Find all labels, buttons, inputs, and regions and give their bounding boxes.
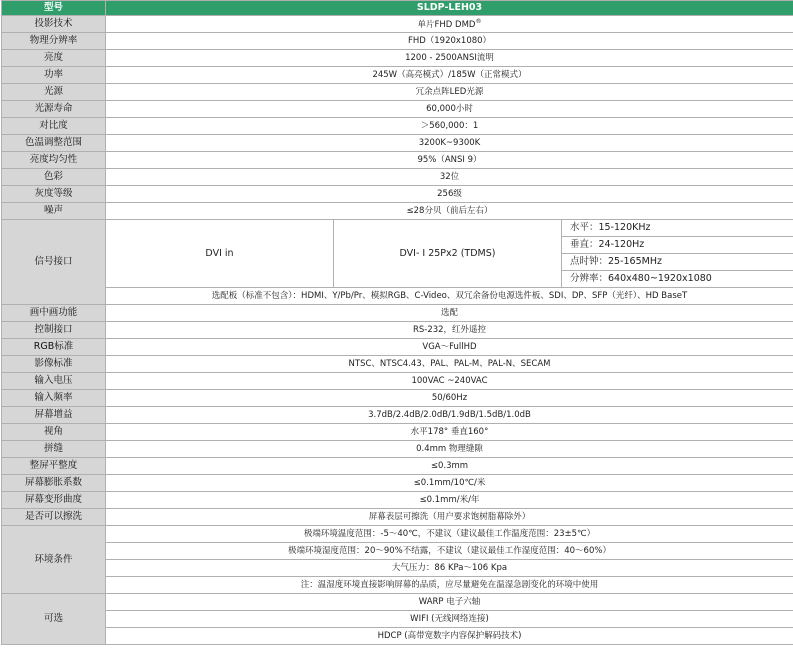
- env-row: [2, 560, 793, 577]
- env-label: 环境条件: [2, 526, 106, 594]
- table-row: [2, 407, 793, 424]
- table-row: [2, 118, 793, 135]
- row-value: 50/60Hz: [106, 390, 793, 407]
- env-item: 极端环境温度范围：-5～40℃，不建议（建议最佳工作温度范围：23±5℃）: [106, 526, 793, 543]
- row-label: 灰度等级: [2, 186, 106, 203]
- signal-spec: 水平：15-120KHz: [562, 220, 793, 237]
- optional-item: WARP 电子六轴: [106, 594, 793, 611]
- row-label: 对比度: [2, 118, 106, 135]
- table-row: [2, 475, 793, 492]
- table-row: [2, 101, 793, 118]
- row-label: 输入频率: [2, 390, 106, 407]
- env-row: [2, 577, 793, 594]
- row-value: ≤0.3mm: [106, 458, 793, 475]
- row-label: 投影技术: [2, 16, 106, 33]
- row-value: 256级: [106, 186, 793, 203]
- table-row: [2, 135, 793, 152]
- row-value: ≤0.1mm/米/年: [106, 492, 793, 509]
- row-label: 色温调整范围: [2, 135, 106, 152]
- table-row: [2, 322, 793, 339]
- row-label: 控制接口: [2, 322, 106, 339]
- row-label: 屏幕变形曲度: [2, 492, 106, 509]
- row-label: 画中画功能: [2, 305, 106, 322]
- row-value: [106, 16, 793, 33]
- row-label: 光源寿命: [2, 101, 106, 118]
- table-row: [2, 203, 793, 220]
- row-value: 3.7dB/2.4dB/2.0dB/1.9dB/1.5dB/1.0dB: [106, 407, 793, 424]
- signal-spec: 分辨率：640x480~1920x1080: [562, 271, 793, 288]
- table-row: [2, 305, 793, 322]
- row-value: 屏幕表层可擦洗（用户要求饱树脂幕除外）: [106, 509, 793, 526]
- row-value: ≤28分贝（前后左右）: [106, 203, 793, 220]
- table-row: [2, 84, 793, 101]
- header-model-label: 型号: [2, 1, 106, 16]
- row-value: ＞560,000：1: [106, 118, 793, 135]
- row-label: 是否可以擦洗: [2, 509, 106, 526]
- header-row: [2, 1, 793, 16]
- optional-row: [2, 611, 793, 628]
- optional-row: [2, 628, 793, 645]
- table-row: [2, 424, 793, 441]
- row-label: 屏幕膨胀系数: [2, 475, 106, 492]
- registered-mark: ®: [475, 17, 482, 25]
- row-value: 0.4mm 物理缝隙: [106, 441, 793, 458]
- spec-table: [1, 0, 793, 645]
- row-value: 100VAC ~240VAC: [106, 373, 793, 390]
- table-row: [2, 169, 793, 186]
- signal-row: [2, 288, 793, 305]
- row-value: VGA～FullHD: [106, 339, 793, 356]
- env-row: [2, 526, 793, 543]
- row-label: 亮度均匀性: [2, 152, 106, 169]
- row-value: 60,000小时: [106, 101, 793, 118]
- table-row: [2, 152, 793, 169]
- row-value: ≤0.1mm/10℃/米: [106, 475, 793, 492]
- row-label: 影像标准: [2, 356, 106, 373]
- table-row: [2, 509, 793, 526]
- signal-spec: 点时钟：25-165MHz: [562, 254, 793, 271]
- table-row: [2, 373, 793, 390]
- table-row: [2, 390, 793, 407]
- row-value: 水平178° 垂直160°: [106, 424, 793, 441]
- row-value: 32位: [106, 169, 793, 186]
- row-value: 1200 - 2500ANSI流明: [106, 50, 793, 67]
- table-row: [2, 33, 793, 50]
- row-label: 物理分辨率: [2, 33, 106, 50]
- signal-option-note: 选配板（标准不包含）：HDMI、Y/Pb/Pr、模拟RGB、C-Video、双冗余备份电源选件板、SDI、DP、SFP（光纤）、HD BaseT: [106, 288, 793, 305]
- table-row: [2, 186, 793, 203]
- row-value: 95%（ANSI 9）: [106, 152, 793, 169]
- signal-label: 信号接口: [2, 220, 106, 305]
- table-row: [2, 441, 793, 458]
- row-value: FHD（1920x1080）: [106, 33, 793, 50]
- table-row: [2, 458, 793, 475]
- env-item: 注：温湿度环境直接影响屏幕的品质，应尽量避免在温湿急剧变化的环境中使用: [106, 577, 793, 594]
- dvi-in: DVI in: [106, 220, 334, 288]
- row-label: 拼缝: [2, 441, 106, 458]
- row-label: 屏幕增益: [2, 407, 106, 424]
- row-label: 整屏平整度: [2, 458, 106, 475]
- dvi-type: DVI- I 25Px2 (TDMS): [334, 220, 562, 288]
- row-value: 245W（高亮模式）/185W（正常模式）: [106, 67, 793, 84]
- table-row: [2, 50, 793, 67]
- row-label: 噪声: [2, 203, 106, 220]
- table-row: [2, 67, 793, 84]
- row-label: 亮度: [2, 50, 106, 67]
- row-value-text: 单片FHD DMD: [417, 19, 476, 30]
- row-value: 冗余点阵LED光源: [106, 84, 793, 101]
- row-label: 视角: [2, 424, 106, 441]
- row-label: 光源: [2, 84, 106, 101]
- row-value: RS-232，红外遥控: [106, 322, 793, 339]
- row-label: 功率: [2, 67, 106, 84]
- table-row: [2, 356, 793, 373]
- row-label: 输入电压: [2, 373, 106, 390]
- optional-row: [2, 594, 793, 611]
- header-model-value: SLDP-LEH03: [106, 1, 793, 16]
- env-row: [2, 543, 793, 560]
- env-item: 极端环境湿度范围：20～90%不结露，不建议（建议最佳工作湿度范围：40～60%）: [106, 543, 793, 560]
- table-row: [2, 492, 793, 509]
- table-row: [2, 339, 793, 356]
- row-value: NTSC、NTSC4.43、PAL、PAL-M、PAL-N、SECAM: [106, 356, 793, 373]
- optional-item: WIFI (无线网络连接): [106, 611, 793, 628]
- optional-label: 可选: [2, 594, 106, 645]
- row-label: 色彩: [2, 169, 106, 186]
- signal-spec: 垂直：24-120Hz: [562, 237, 793, 254]
- signal-row: [2, 220, 793, 237]
- row-label: RGB标准: [2, 339, 106, 356]
- row-value: 3200K~9300K: [106, 135, 793, 152]
- table-row: [2, 16, 793, 33]
- optional-item: HDCP (高带宽数字内容保护解码技术): [106, 628, 793, 645]
- row-value: 选配: [106, 305, 793, 322]
- env-item: 大气压力：86 KPa～106 Kpa: [106, 560, 793, 577]
